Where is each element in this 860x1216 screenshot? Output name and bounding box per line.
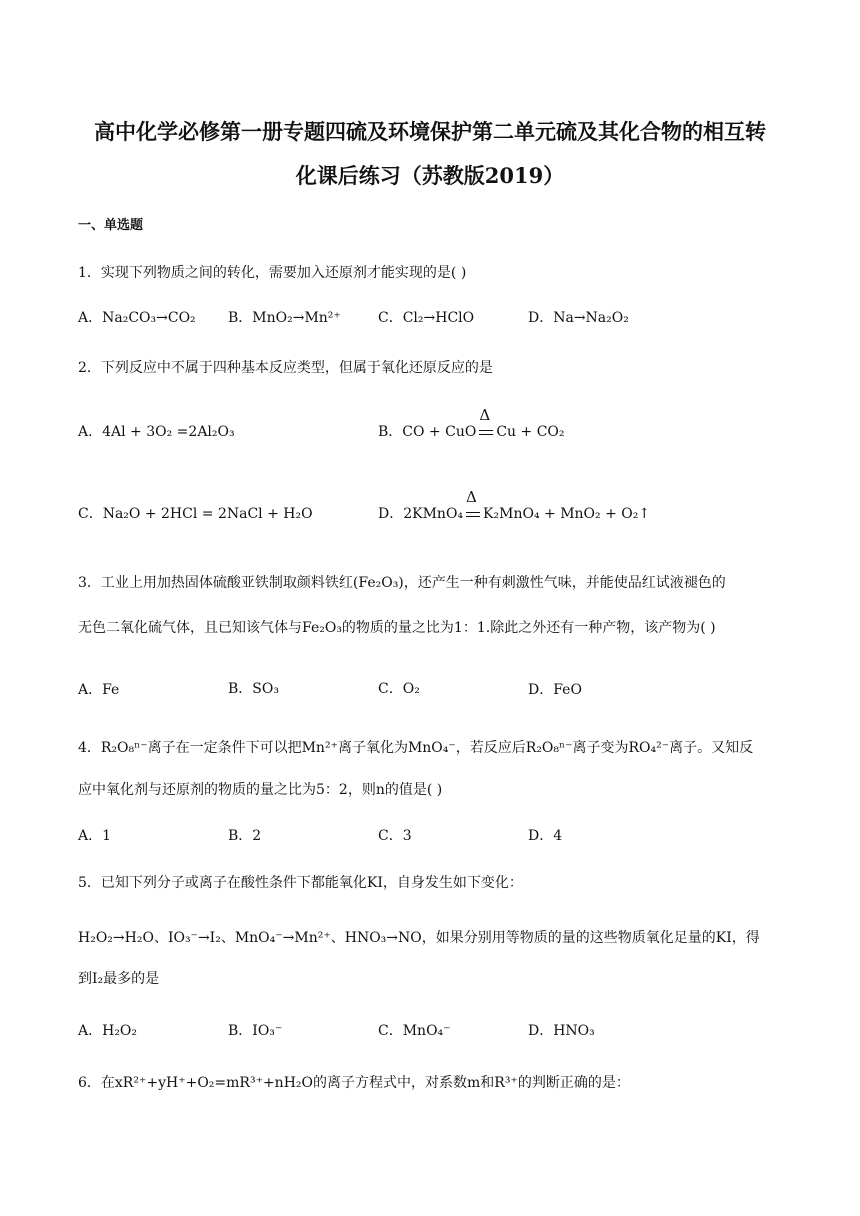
question-5-option-c: C．MnO₄⁻ <box>378 1023 451 1039</box>
question-2-option-c: C．Na₂O + 2HCl = 2NaCl + H₂O <box>78 506 313 522</box>
question-2-option-d-reactants: D．2KMnO₄ <box>378 506 464 522</box>
question-5-stem: 5．已知下列分子或离子在酸性条件下都能氧化KI，自身发生如下变化： <box>78 875 523 891</box>
document-title-line1: 高中化学必修第一册专题四硫及环境保护第二单元硫及其化合物的相互转 <box>94 119 766 144</box>
question-2-option-b-products: Cu + CO₂ <box>496 424 565 440</box>
question-3-line2: 无色二氧化硫气体，且已知该气体与Fe₂O₃的物质的量之比为1：1.除此之外还有一种产物，该产物为( ) <box>78 620 716 636</box>
question-2-option-a: A．4Al + 3O₂ =2Al₂O₃ <box>78 424 235 440</box>
heat-condition <box>463 488 483 522</box>
question-5-line2: H₂O₂→H₂O、IO₃⁻→I₂、MnO₄⁻→Mn²⁺、HNO₃→NO，如果分别用等物质的量的这些物质氧化足量的KI，得 <box>78 930 760 946</box>
question-4-line1: 4．R₂O₈ⁿ⁻离子在一定条件下可以把Mn²⁺离子氧化为MnO₄⁻，若反应后R₂O₈ⁿ⁻离子变为RO₄²⁻离子。又知反 <box>78 740 754 756</box>
question-3-option-b: B．SO₃ <box>228 681 279 697</box>
section-heading: 一、单选题 <box>78 218 144 233</box>
delta-symbol: Δ <box>479 406 491 424</box>
document-title-line2: 化课后练习（苏教版2019） <box>295 163 565 188</box>
question-4-option-a: A．1 <box>78 828 112 844</box>
question-2-option-d-products: K₂MnO₄ + MnO₂ + O₂↑ <box>483 506 651 522</box>
question-5-line3: 到I₂最多的是 <box>78 971 160 987</box>
question-1-stem: 1．实现下列物质之间的转化，需要加入还原剂才能实现的是( ) <box>78 265 467 281</box>
question-2-stem: 2．下列反应中不属于四种基本反应类型，但属于氧化还原反应的是 <box>78 360 493 376</box>
question-1-option-b: B．MnO₂→Mn²⁺ <box>228 310 341 326</box>
question-5-option-b: B．IO₃⁻ <box>228 1023 283 1039</box>
question-2-option-b-reactants: B．CO + CuO <box>378 424 477 440</box>
equals-sign <box>479 430 493 435</box>
question-5-option-d: D．HNO₃ <box>528 1023 595 1039</box>
question-4-option-b: B．2 <box>228 828 262 844</box>
heat-condition <box>476 406 496 440</box>
question-3-line1: 3．工业上用加热固体硫酸亚铁制取颜料铁红(Fe₂O₃)，还产生一种有刺激性气味，并能使品红试液褪色的 <box>78 575 726 591</box>
question-1-option-a: A．Na₂CO₃→CO₂ <box>78 310 196 326</box>
question-2-option-d <box>378 488 651 523</box>
question-4-option-d: D．4 <box>528 828 563 844</box>
question-4-option-c: C．3 <box>378 828 412 844</box>
delta-symbol: Δ <box>466 488 477 506</box>
question-2-option-b <box>378 406 565 441</box>
question-6-stem: 6．在xR²⁺+yH⁺+O₂=mR³⁺+nH₂O的离子方程式中，对系数m和R³⁺的判断正确的是： <box>78 1075 630 1091</box>
question-1-option-d: D．Na→Na₂O₂ <box>528 310 629 326</box>
question-3-option-a: A．Fe <box>78 682 120 698</box>
question-4-line2: 应中氧化剂与还原剂的物质的量之比为5：2，则n的值是( ) <box>78 782 443 798</box>
question-1-option-c: C．Cl₂→HClO <box>378 310 475 326</box>
equals-sign <box>466 512 480 517</box>
question-3-option-c: C．O₂ <box>378 681 420 697</box>
question-5-option-a: A．H₂O₂ <box>78 1023 138 1039</box>
question-3-option-d: D．FeO <box>528 682 582 698</box>
